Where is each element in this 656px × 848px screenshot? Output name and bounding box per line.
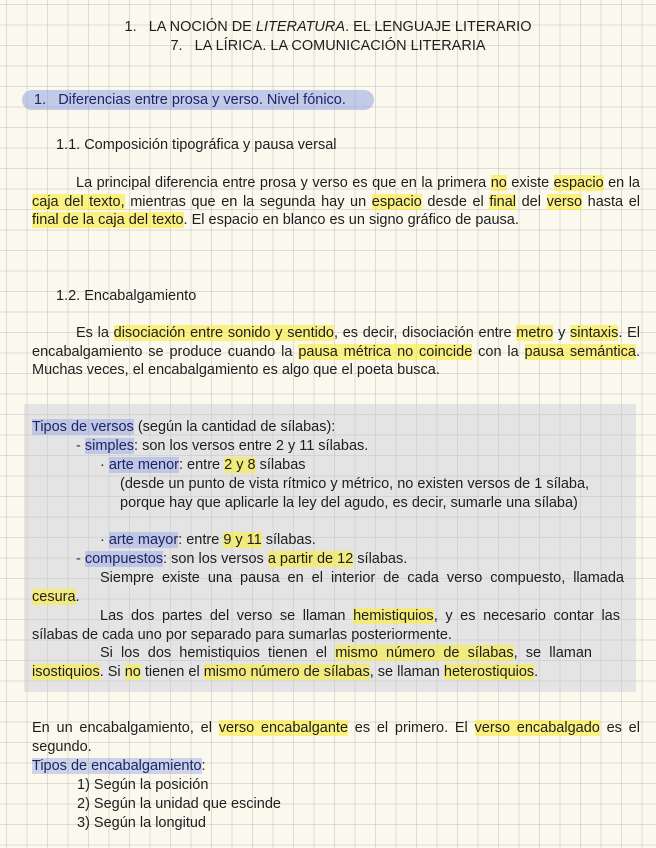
- highlight: final de la caja del texto: [32, 212, 184, 228]
- text-run: : entre: [178, 457, 225, 473]
- text-run: con la: [472, 343, 525, 360]
- item-simples: [76, 437, 368, 456]
- highlight: heterostiquios: [443, 663, 535, 680]
- section-heading-number: 1.: [34, 92, 47, 108]
- highlight: cesura: [32, 588, 76, 605]
- text-run: y: [553, 325, 571, 341]
- text-run: .: [534, 663, 539, 680]
- highlight-blue: Tipos de versos: [32, 419, 134, 435]
- paragraph-encabalgante: [32, 719, 640, 756]
- list-item: 3) Según la longitud: [77, 815, 206, 831]
- highlight: metro: [516, 325, 554, 341]
- item-compuestos: [76, 550, 407, 569]
- highlight: mismo número de sílabas: [335, 645, 514, 661]
- highlight-blue: compuestos: [84, 551, 164, 567]
- highlight: verso: [546, 193, 583, 210]
- bullet-dash: -: [76, 438, 85, 454]
- text-run: . Si: [99, 663, 125, 680]
- highlight: disociación entre sonido y sentido: [113, 325, 334, 341]
- highlight: 2 y 8: [224, 457, 256, 473]
- text-run: , es decir, disociación entre: [333, 325, 517, 341]
- tipos-encabalgamiento-title: [32, 757, 206, 776]
- text-run: : son los versos: [163, 551, 268, 567]
- highlight-blue: arte menor: [108, 457, 179, 473]
- text-run: :: [201, 758, 206, 774]
- highlight: mismo número de sílabas: [203, 663, 370, 680]
- item-arte-mayor: [100, 531, 316, 550]
- highlight-blue: Tipos de encabalgamiento: [32, 758, 202, 774]
- text-run: desde el: [421, 193, 490, 210]
- bullet-dot: ·: [100, 457, 109, 473]
- highlight: hemistiquios: [353, 608, 434, 624]
- list-item: 1) Según la posición: [77, 777, 209, 793]
- text-run: existe: [506, 175, 554, 191]
- highlight: caja del texto,: [32, 193, 125, 210]
- highlight: sintaxis: [570, 325, 619, 341]
- text-run: Es la: [76, 325, 114, 341]
- title-text-b: . EL LENGUAJE LITERARIO: [345, 19, 532, 35]
- paragraph-pausa-versal: [32, 174, 640, 230]
- text-run: tienen el: [140, 663, 204, 680]
- text-run: (según la cantidad de sílabas):: [133, 419, 336, 435]
- text-run: Siempre existe una pausa en el interior de cada verso compuesto, llamada: [100, 570, 624, 586]
- bullet-dot: ·: [100, 532, 109, 548]
- bullet-dash: -: [76, 551, 85, 567]
- section-heading: [34, 91, 346, 110]
- text-run: Si los dos hemistiquios tienen el: [100, 645, 336, 661]
- text-run: : entre: [178, 532, 224, 548]
- paragraph-isostiquios: [32, 644, 592, 681]
- text-run: , y es necesario contar las sílabas de cada uno por separado para sumarlas posteriormente.: [32, 608, 620, 643]
- highlight: pausa métrica no coincide: [298, 343, 473, 360]
- title-italic: LITERATURA: [255, 19, 346, 35]
- text-run: sílabas.: [353, 551, 408, 567]
- text-run: , se llaman: [369, 663, 444, 680]
- highlight: 9 y 11: [223, 532, 262, 548]
- arte-menor-note: (desde un punto de vista rítmico y métrico, no existen versos de 1 sílaba, porque hay que aplicarle la ley del agudo, es decir, sumarle una sílaba): [120, 476, 590, 511]
- text-run: es el segundo.: [32, 720, 640, 755]
- text-run: . Muchas veces, el encabalgamiento es algo que el poeta busca.: [32, 343, 640, 378]
- subsection-title-1-1: 1.1. Composición tipográfica y pausa versal: [56, 137, 337, 153]
- highlight: final: [489, 193, 516, 210]
- text-run: es el primero. El: [348, 720, 475, 736]
- highlight: no: [490, 175, 507, 191]
- highlight-blue: simples: [84, 438, 135, 454]
- highlight: verso encabalgado: [474, 720, 600, 736]
- highlight: no: [124, 663, 141, 680]
- title-text-a: LA NOCIÓN DE: [148, 19, 256, 35]
- text-run: sílabas: [255, 457, 306, 473]
- text-run: Las dos partes del verso se llaman: [100, 608, 354, 624]
- document-title-line-1: [0, 18, 656, 37]
- subtitle-text: LA LÍRICA. LA COMUNICACIÓN LITERARIA: [194, 38, 486, 54]
- text-run: mientras que en la segunda hay un: [124, 193, 372, 210]
- highlight: espacio: [371, 193, 422, 210]
- highlight: pausa semántica: [524, 343, 636, 360]
- text-run: : son los versos entre 2 y 11 sílabas.: [134, 438, 369, 454]
- text-run: . El espacio en blanco es un signo gráfico de pausa.: [183, 212, 519, 228]
- subsection-title-1-2: 1.2. Encabalgamiento: [56, 288, 197, 304]
- text-run: , se llaman: [513, 645, 592, 661]
- highlight: a partir de 12: [267, 551, 354, 567]
- text-run: .: [75, 588, 80, 605]
- section-heading-text: Diferencias entre prosa y verso. Nivel fónico.: [58, 92, 346, 108]
- text-run: en la: [603, 175, 640, 191]
- text-run: sílabas.: [261, 532, 316, 548]
- subtitle-number: 7.: [170, 38, 183, 54]
- highlight: isostiquios: [32, 663, 100, 680]
- highlight-blue: arte mayor: [108, 532, 179, 548]
- item-arte-menor: [100, 456, 306, 475]
- document-title-line-2: [0, 37, 656, 56]
- highlight: espacio: [553, 175, 604, 191]
- text-run: En un encabalgamiento, el: [32, 720, 219, 736]
- text-run: del: [516, 193, 547, 210]
- paragraph-hemistiquios: [32, 607, 620, 644]
- text-run: La principal diferencia entre prosa y verso es que en la primera: [76, 175, 491, 191]
- highlight: verso encabalgante: [218, 720, 349, 736]
- list-item: 2) Según la unidad que escinde: [77, 796, 281, 812]
- paragraph-cesura: [32, 569, 624, 606]
- paragraph-encabalgamiento: [32, 324, 640, 380]
- title-number: 1.: [124, 19, 137, 35]
- tipos-versos-title: [32, 418, 335, 437]
- text-run: . El encabalgamiento se produce cuando la: [32, 325, 641, 360]
- text-run: hasta el: [582, 193, 640, 210]
